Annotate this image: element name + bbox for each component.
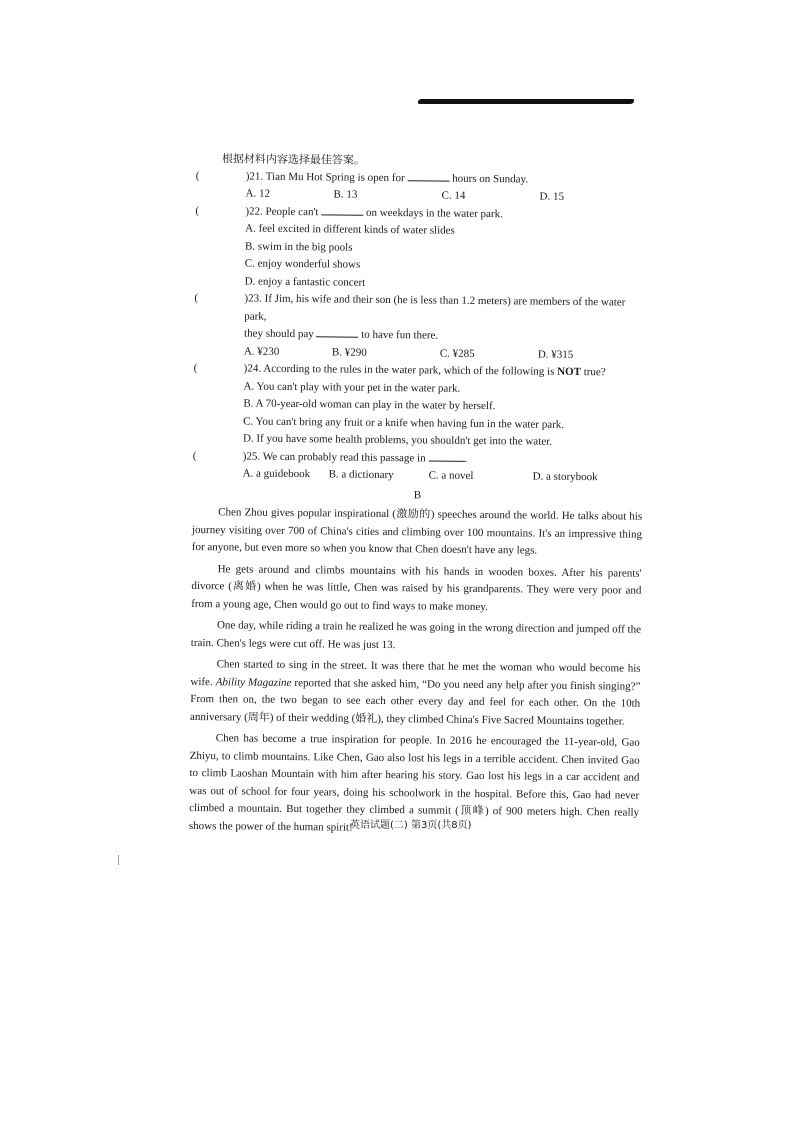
passage-paragraph-2: He gets around and climbs mountains with his hands in wooden boxes. After his parents' divorce (离婚) when he was little, Chen was raised by his grandparents. They were very poor and from a young age, Chen would go out to find ways to make money. — [191, 562, 642, 613]
question-stem: According to the rules in the water park, which of the following is — [263, 362, 555, 378]
option-d: D. enjoy a fantastic concert — [244, 275, 366, 289]
question-stem-end: to have fun there. — [361, 328, 439, 342]
option-b: B. a dictionary — [328, 468, 394, 482]
option-b: B. A 70-year-old woman can play in the water by herself. — [243, 397, 496, 413]
page-footer: 英语试题(二) 第3页(共8页) — [350, 820, 472, 831]
magazine-title: Ability Magazine — [215, 675, 292, 689]
answer-paren: ( — [194, 291, 199, 305]
reading-passage — [189, 504, 642, 840]
instruction: 根据材料内容选择最佳答案。 — [221, 152, 365, 167]
answer-blank — [316, 327, 358, 337]
paragraph-4-start: Chen started to sing in the street. It was there that he met the woman who would become his wife. — [190, 658, 641, 688]
option-c: C. You can't bring any fruit or a knife when having fun in the water park. — [243, 415, 565, 431]
option-c: C. 14 — [441, 189, 466, 202]
option-d: D. 15 — [539, 190, 565, 203]
emphasis-not: NOT — [557, 365, 582, 379]
question-number: )23. — [244, 292, 262, 305]
paragraph-4-end: reported that she asked him, “Do you need any help after you finish singing?” From then on, the two began to see each other every day and feel for each other. On the 10th anniversary (周年) of their wedding (婚礼), they climbed China's Five Sacred Mountains together. — [190, 676, 641, 728]
answer-blank — [321, 205, 363, 215]
question-stem-end: hours on Sunday. — [452, 172, 529, 185]
question-stem: If Jim, his wife and their son (he is less than 1.2 meters) are members of the water park, — [244, 292, 626, 323]
question-stem-end: true? — [583, 366, 606, 379]
option-d: D. If you have some health problems, you shouldn't get into the water. — [242, 432, 553, 448]
option-a: A. You can't play with your pet in the water park. — [243, 380, 461, 395]
question-stem: Tian Mu Hot Spring is open for — [265, 170, 405, 184]
passage-paragraph-4 — [190, 656, 641, 731]
option-d: D. ¥315 — [537, 348, 574, 361]
answer-paren: ( — [195, 169, 200, 182]
option-a: A. ¥230 — [243, 345, 280, 358]
option-c: C. enjoy wonderful shows — [244, 257, 361, 271]
question-number: )21. — [245, 170, 264, 183]
options-22 — [195, 220, 646, 295]
answer-blank — [428, 451, 464, 461]
answer-paren: ( — [193, 361, 198, 375]
top-black-bar — [417, 99, 635, 104]
option-a: A. feel excited in different kinds of water slides — [245, 222, 455, 237]
exam-content — [189, 150, 646, 844]
answer-paren: ( — [195, 204, 200, 217]
question-stem: We can probably read this passage in — [262, 450, 426, 464]
option-a: A. a guidebook — [242, 467, 311, 481]
option-c: C. ¥285 — [439, 347, 475, 360]
option-b: B. swim in the big pools — [244, 240, 353, 254]
section-b-heading: B — [413, 488, 422, 501]
question-23 — [194, 290, 645, 347]
answer-paren: ( — [192, 449, 197, 462]
option-a: A. 12 — [245, 187, 271, 200]
question-number: )24. — [243, 362, 262, 375]
option-b: B. 13 — [333, 188, 358, 201]
options-24 — [193, 377, 644, 452]
question-stem-end: . — [464, 452, 468, 465]
question-number: )22. — [245, 205, 263, 218]
question-stem-2: they should pay — [244, 327, 314, 341]
option-c: C. a novel — [428, 469, 474, 482]
answer-blank — [407, 171, 449, 181]
question-stem: People can't — [265, 205, 319, 218]
passage-paragraph-5: Chen has become a true inspiration for people. In 2016 he encouraged the 11-year-old, Gao Zhiyu, to climb mountains. Like Chen, Gao also lost his legs in a terrible accident. Chen invited Gao to climb Laoshan Mountain with him after hearing his story. Gao lost his legs in a car accident and was out of school for four years, doing his schoolwork in the hospital. Before this, Gao had never climbed a mountain. But together they climbed a summit (顶峰) of 900 meters high. Chen really shows the power of the human spirit! — [188, 732, 640, 834]
scan-mark — [118, 855, 119, 865]
passage-paragraph-1: Chen Zhou gives popular inspirational (激励的) speeches around the world. He talks about his journey visiting over 700 of China's cities and climbing over 100 mountains. It's an impressive thing for anyone, but even more so when you know that Chen doesn't have any legs. — [191, 506, 643, 557]
question-stem-end: on weekdays in the water park. — [365, 206, 503, 220]
passage-paragraph-3: One day, while riding a train he realized he was going in the wrong direction and jumped off the train. Chen's legs were cut off. He was just 13. — [190, 619, 642, 651]
question-number: )25. — [242, 450, 261, 463]
option-b: B. ¥290 — [331, 345, 367, 359]
option-d: D. a storybook — [532, 470, 598, 484]
